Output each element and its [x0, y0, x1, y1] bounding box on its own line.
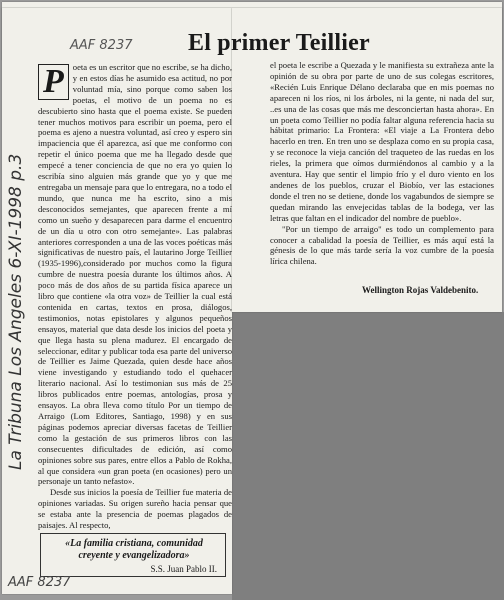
article-left-column: [38, 62, 232, 531]
archive-code: AAF 8237: [70, 38, 133, 53]
handwritten-source-note: [6, 446, 26, 470]
author-signature: Wellington Rojas Valdebenito.: [362, 285, 479, 295]
quote-text: «La familia cristiana, comunidad creyente y evangelizadora»: [65, 538, 203, 561]
drop-cap: P: [38, 64, 69, 100]
article-title: El primer Teillier: [188, 30, 370, 56]
article-paragraph: Desde sus inicios la poesía de Teillier fue materia de opiniones variadas. Su origen sureño hacia pensar que se estaba ante la presencia de poemas plagados de paisajes. Al respecto,: [38, 487, 232, 531]
article-paragraph: oeta es un escritor que no escribe, se ha dicho, y en estos días he asumido esa actitud, no por voluntad mía, sino porque como saben los poetas, el motivo de un poema no es descubierto sino hasta que el poema existe. Se pueden tener muchos motivos para escribir un poema, pero el poema es ajeno a nuestra voluntad, así creo y espero sin impaciencia que él aparezca, así que me conformo con repetir el único poema que me ha llegado desde que empecé a tener conciencia de que no era yo quien lo escribía sino alguien más grande que yo y que me entregaba un mensaje para que lo entregara, no a todo el mundo, que nunca me ha escrito, sino a mis desconocidos semejantes, que aparecen frente a mí como un sueño y desaparecen para darme el encuentro de un día u otro con otro semejante». Las palabras anteriores corresponden a una de las voces poéticas más significativas de nuestro país, el lautarino Jorge Teillier (1935-1996),considerado por muchos como la figura cumbre de nuestra poesía durante los últimos años. A poco más de dos años de su partida física aparece un libro que contiene «la otra voz» de Teillier la cual está contenida en cartas, textos en prosa, diálogos, testimonios, notas epistolares y algunos pequeños ensayos, material que data desde los inicios del poeta y que llega hasta su plena madurez. El encargado de seleccionar, editar y publicar toda esa parte del universo de Teillier es Jaime Quezada, quien desde hace años viene investigando y estudiando todo el quehacer literario nacional. Así lo testimonian sus más de 25 libros publicados entre poemas, antologías, prosa y ensayos. La obra lleva como título Por un tiempo de Arraigo (Lom Editores, Santiago, 1998) y en sus páginas podemos apreciar diversas facetas de Teillier como la gestación de sus primeros libros con las consecuentes dificultades de edición, así como opiniones sobre sus pares, entre ellos a Pablo de Rokha, al que considera «un gran poeta (en ocasiones) pero un personaje un tanto nefasto».: [38, 62, 232, 487]
quote-author: S.S. Juan Pablo II.: [150, 564, 217, 574]
article-paragraph: el poeta le escribe a Quezada y le manifiesta su extrañeza ante la opinión de su obra por parte de uno de sus colegas escritores, «Recién Luis Enrique Délano declaraba que en mis poemas no aparecen ni los ríos, ni los árboles, ni la gente, ni nada del sur, ..es una de las cosas que más me desconciertan hasta ahora». En un poeta como Teillier no podía faltar alguna referencia hacia su hábitat primario: La Frontera: «El viaje a La Frontera debo hacerlo en tren. En tren uno se desplaza como en su propia casa, y se reconoce la vieja canción del traqueteo de las ruedas en los rieles, la primera que oímos durmiéndonos al cambio y a la aventura. Hay que sentir el limpio frío y el duro viento en los andenes de los pueblos, cruzar el Biobío, ver las estaciones donde el tren no se detiene, donde los vagabundos de siempre se quedan mirando las envejecidas tablas de la bodega, ver las letras que faltan en el indicador del nombre de pueblo».: [270, 60, 494, 223]
scan-background-lower: [232, 312, 504, 600]
article-right-column: [270, 60, 494, 267]
article-paragraph: "Por un tiempo de arraigo" es todo un complemento para conocer a cabalidad la poesía de Teillier, es más aquí está la génesis de lo que más tarde sería la voz cumbre de la poesía lírica chilena.: [270, 223, 494, 267]
archive-code-bottom: AAF 8237: [8, 575, 71, 590]
quote-box: [40, 533, 226, 577]
